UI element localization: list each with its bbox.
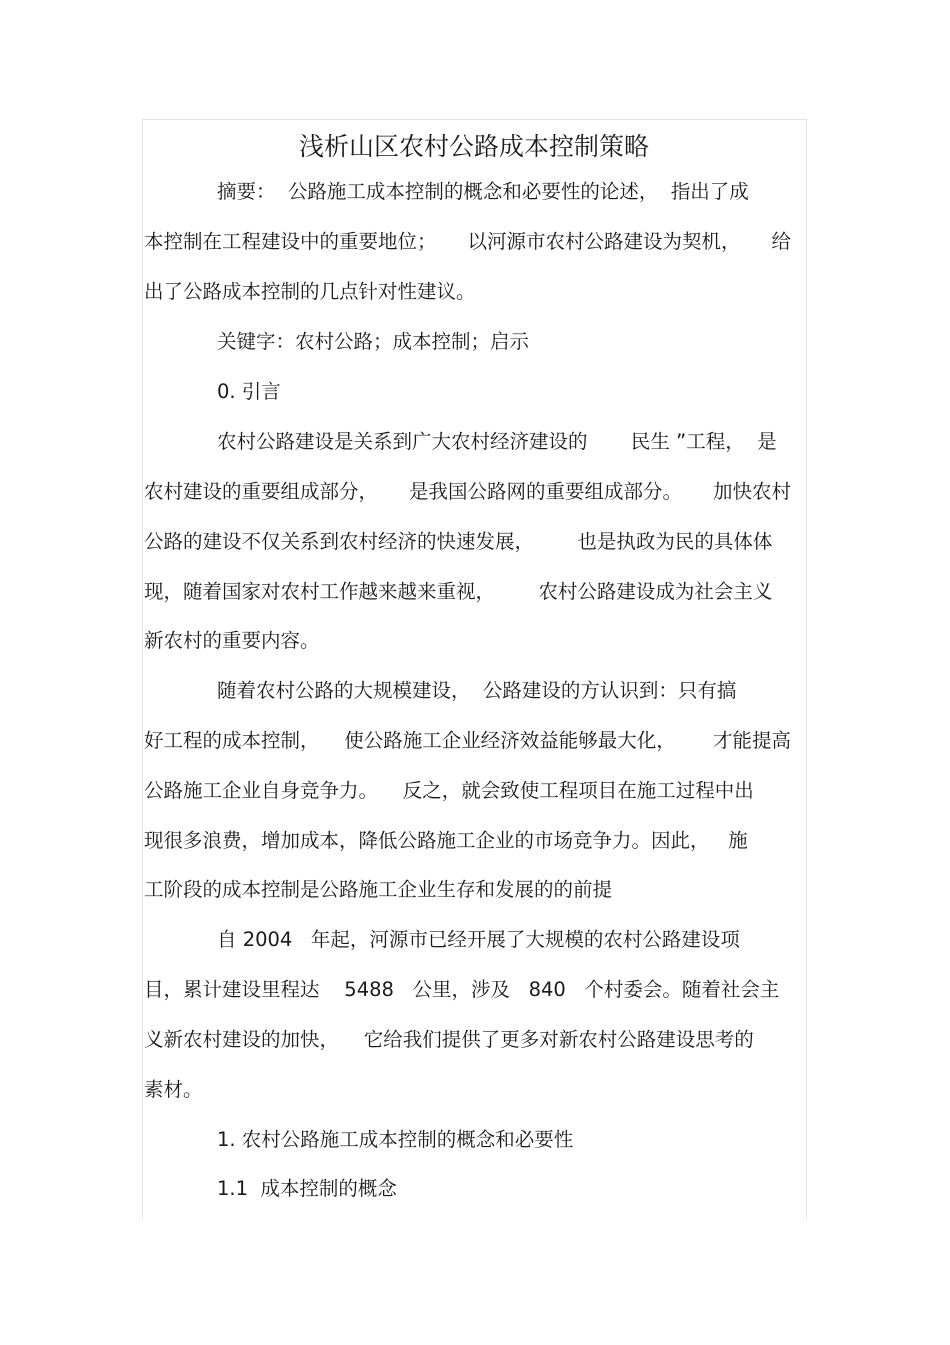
abstract-line-1: 摘要： 公路施工成本控制的概念和必要性的论述， 指出了成: [217, 180, 749, 203]
document-title: 浅析山区农村公路成本控制策略: [298, 132, 649, 161]
section-heading-1-1: 1.1 成本控制的概念: [217, 1177, 397, 1200]
paragraph-2-line-4: 现很多浪费，增加成本，降低公路施工企业的市场竞争力。因此， 施: [144, 829, 748, 852]
keywords-line: 关键字：农村公路；成本控制；启示: [217, 330, 530, 353]
paragraph-1-line-5: 新农村的重要内容。: [144, 629, 320, 652]
paragraph-1-line-3: 公路的建设不仅关系到农村经济的快速发展， 也是执政为民的具体体: [144, 530, 773, 553]
paragraph-3-line-1: 自 2004 年起，河源市已经开展了大规模的农村公路建设项: [217, 928, 740, 951]
paragraph-2-line-1: 随着农村公路的大规模建设， 公路建设的方认识到：只有搞: [217, 679, 737, 702]
section-heading-intro: 0. 引言: [217, 380, 281, 403]
paragraph-3-line-3: 义新农村建设的加快， 它给我们提供了更多对新农村公路建设思考的: [144, 1028, 754, 1051]
paragraph-2-line-2: 好工程的成本控制， 使公路施工企业经济效益能够最大化， 才能提高: [144, 729, 791, 752]
paragraph-3-line-2: 目，累计建设里程达 5488 公里，涉及 840 个村委会。随着社会主: [144, 978, 780, 1001]
abstract-line-3: 出了公路成本控制的几点针对性建议。: [144, 280, 476, 303]
abstract-line-2: 本控制在工程建设中的重要地位； 以河源市农村公路建设为契机， 给: [144, 230, 791, 253]
paragraph-1-line-1: 农村公路建设是关系到广大农村经济建设的 民生 ”工程， 是: [217, 430, 777, 453]
paragraph-2-line-3: 公路施工企业自身竞争力。 反之，就会致使工程项目在施工过程中出: [144, 779, 754, 802]
paragraph-3-line-4: 素材。: [144, 1078, 203, 1101]
section-heading-1: 1. 农村公路施工成本控制的概念和必要性: [217, 1128, 574, 1151]
paragraph-2-line-5: 工阶段的成本控制是公路施工企业生存和发展的的前提: [144, 878, 613, 901]
paragraph-1-line-4: 现，随着国家对农村工作越来越来重视， 农村公路建设成为社会主义: [144, 580, 773, 603]
paragraph-1-line-2: 农村建设的重要组成部分， 是我国公路网的重要组成部分。 加快农村: [144, 480, 791, 503]
